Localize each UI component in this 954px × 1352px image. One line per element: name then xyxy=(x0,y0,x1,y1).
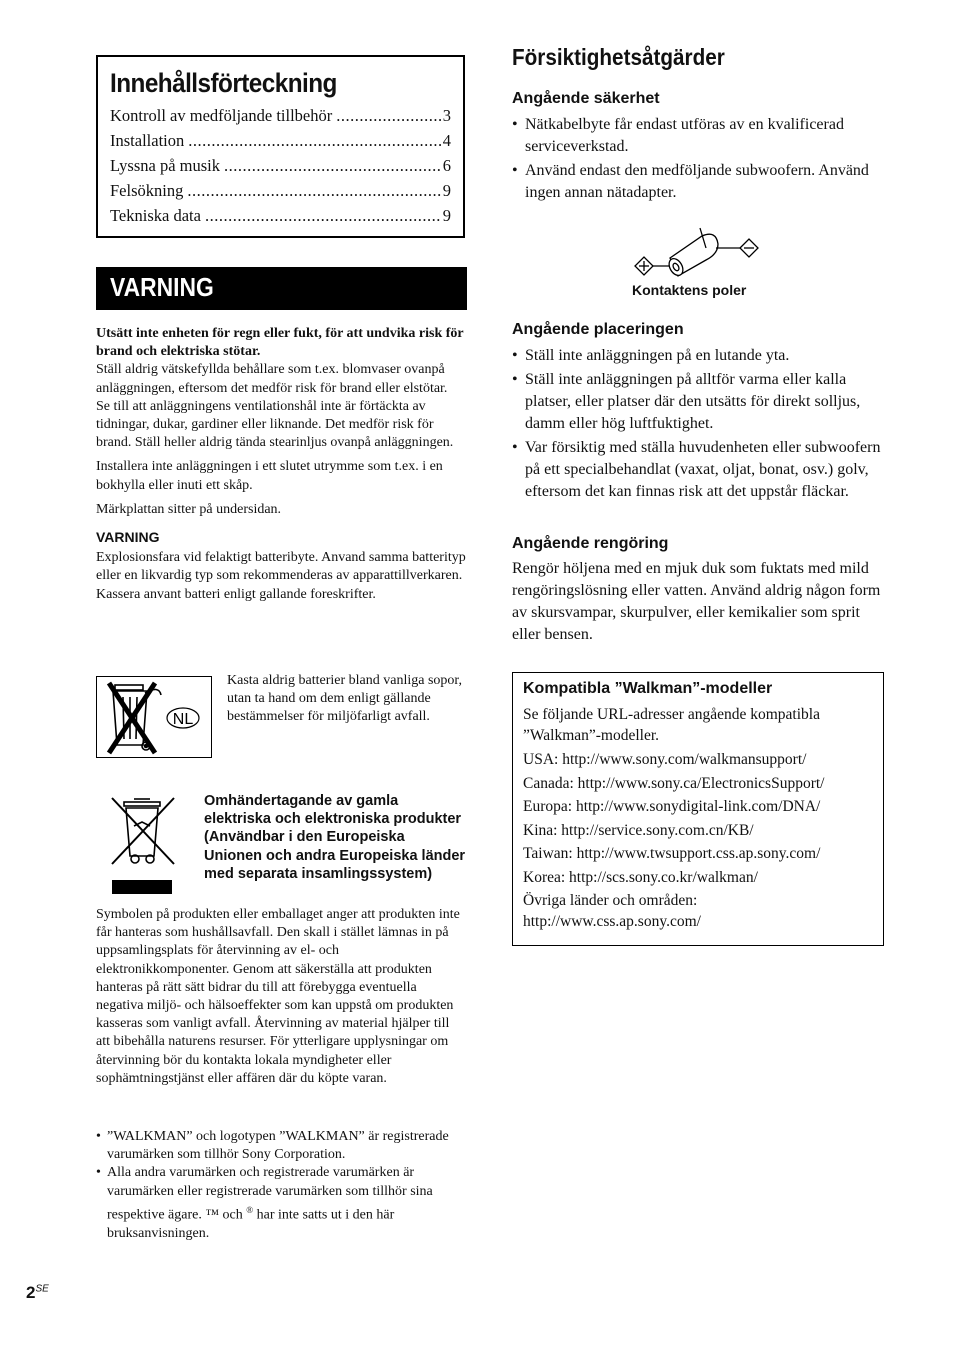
trademark-item: • ”WALKMAN” och logotypen ”WALKMAN” är registrerade varumärken som tillhör Sony Corporation. xyxy=(96,1128,468,1164)
toc-item[interactable]: Tekniska data ..... 9 xyxy=(110,203,451,228)
safety-item: • Använd endast den medföljande subwoofern. Använd ingen annan nätadapter. xyxy=(512,160,884,204)
weee-bin-icon xyxy=(104,792,180,898)
walkman-url-line[interactable]: Taiwan: http://www.twsupport.css.ap.sony.com/ xyxy=(523,845,821,862)
placement-item: • Ställ inte anläggningen på alltför varma eller kalla platser, eller platser där den utsätts för direkt solljus, damm eller hög luftfuktighet. xyxy=(512,369,884,435)
warning-paragraph: Märkplattan sitter på undersidan. xyxy=(96,501,282,517)
placement-item: • Ställ inte anläggningen på en lutande yta. xyxy=(512,345,884,367)
table-of-contents xyxy=(96,55,465,238)
warning-banner-title: VARNING xyxy=(110,272,214,302)
polarity-symbol-icon xyxy=(630,222,770,278)
walkman-models-box xyxy=(512,672,884,946)
walkman-url-line[interactable]: Europa: http://www.sonydigital-link.com/DNA/ xyxy=(523,798,821,815)
walkman-url-line: Övriga länder och områden: xyxy=(523,892,698,909)
safety-heading: Angående säkerhet xyxy=(512,90,660,107)
walkman-url-line[interactable]: http://www.css.ap.sony.com/ xyxy=(523,913,701,930)
toc-item[interactable]: Installation ..... 4 xyxy=(110,128,451,153)
warning-paragraph: Explosionsfara vid felaktigt batteribyte. Anvand samma batterityp eller en likvardig typ som rekommenderas av apparattillverkaren. Kassera anvant batteri enligt gallande foreskrifter. xyxy=(96,550,466,602)
walkman-box-intro: Se följande URL-adresser angående kompatibla ”Walkman”-modeller. xyxy=(523,706,820,744)
placement-item: • Var försiktig med ställa huvudenheten eller subwoofern på ett specialbehandlat (vaxat, oljat, bonat, osv.) golv, eftersom det kan finnas risk att det uppstår fläckar. xyxy=(512,437,884,503)
warning-paragraph: Se till att anläggningens ventilationshål inte är förtäckta av tidningar, dukar, gardiner eller liknande. Det medför risk för brand. Ställ heller aldrig tända stearinljus ovanpå anläggningen. xyxy=(96,398,454,451)
weee-text: Symbolen på produkten eller emballaget anger att produkten inte får hanteras som hushållsavfall. Den skall i stället lämnas in på uppsamlingsplats för återvinning av el- och elektronikkomponenter. Genom att säkerställa att produkten hanteras på rätt sätt bidrar du till att förebygga eventuella negativa miljö- och hälsoeffekter som kan uppstå om produkten kasseras som vanligt avfall. Återvinning av material hjälper till att bibehålla naturens resurser. För ytterligare upplysningar om återvinning bör du kontakta lokala myndigheter eller sophämtningstjänst eller affären där du köpte varan. xyxy=(96,907,460,1086)
toc-title: Innehållsförteckning xyxy=(110,68,337,98)
cleaning-heading: Angående rengöring xyxy=(512,535,669,552)
walkman-url-line[interactable]: USA: http://www.sony.com/walkmansupport/ xyxy=(523,751,807,768)
precautions-title: Försiktighetsåtgärder xyxy=(512,44,725,70)
walkman-url-line[interactable]: Kina: http://service.sony.com.cn/KB/ xyxy=(523,821,754,839)
warning-paragraph: Installera inte anläggningen i ett slutet utrymme som t.ex. i en bokhylla eller inuti ett skåp. xyxy=(96,459,443,493)
safety-item: • Nätkabelbyte får endast utföras av en kvalificerad serviceverkstad. xyxy=(512,114,884,158)
trademark-list xyxy=(96,1128,468,1243)
walkman-url-line[interactable]: Korea: http://scs.sony.co.kr/walkman/ xyxy=(523,868,758,886)
walkman-box-heading: Kompatibla ”Walkman”-modeller xyxy=(523,680,773,697)
warning-banner xyxy=(96,267,467,310)
battery-disposal-icon xyxy=(96,676,212,758)
battery-icon-label: NL xyxy=(172,711,194,728)
warning-paragraph: Ställ aldrig vätskefyllda behållare som t.ex. blomvaser ovanpå anläggningen, eftersom det medför risk för brand eller elstötar. xyxy=(96,362,448,396)
walkman-url-line[interactable]: Canada: http://www.sony.ca/ElectronicsSupport/ xyxy=(523,774,825,792)
cleaning-text: Rengör höljena med en mjuk duk som fuktats med mild rengöringslösning eller vatten. Använd aldrig någon form av skursvampar, skurpulver, eller kemikalier som sprit eller bensen. xyxy=(512,560,881,643)
toc-item[interactable]: Felsökning ..... 9 xyxy=(110,178,451,203)
toc-item[interactable]: Kontroll av medföljande tillbehör ..... 3 xyxy=(110,103,451,128)
safety-list xyxy=(512,114,884,204)
trademark-item: • Alla andra varumärken och registrerade varumärken är varumärken eller registrerade varumärken som tillhör sina respektive ägare. ™ och ® har inte satts ut i den här bruksanvisningen. xyxy=(96,1164,468,1242)
warning-intro: Utsätt inte enheten för regn eller fukt, för att undvika risk för brand och elektriska stötar. xyxy=(96,326,464,360)
warning-subheading: VARNING xyxy=(96,529,160,546)
page-number: $2^{SE}$ xyxy=(26,1283,49,1302)
placement-list xyxy=(512,345,884,503)
page-number-suffix: SE xyxy=(35,1283,49,1295)
polarity-caption: Kontaktens poler xyxy=(632,282,747,298)
warning-section xyxy=(96,325,466,604)
placement-heading: Angående placeringen xyxy=(512,321,684,338)
battery-text: Kasta aldrig batterier bland vanliga sopor, utan ta hand om dem enligt gällande bestämmelser för miljöfarligt avfall. xyxy=(227,673,463,725)
toc-item[interactable]: Lyssna på musik ..... 6 xyxy=(110,153,451,178)
weee-heading: Omhändertagande av gamla elektriska och elektroniska produkter (Användbar i den Europeiska Unionen och andra Europeiska länder med separata insamlingssystem) xyxy=(204,793,466,882)
